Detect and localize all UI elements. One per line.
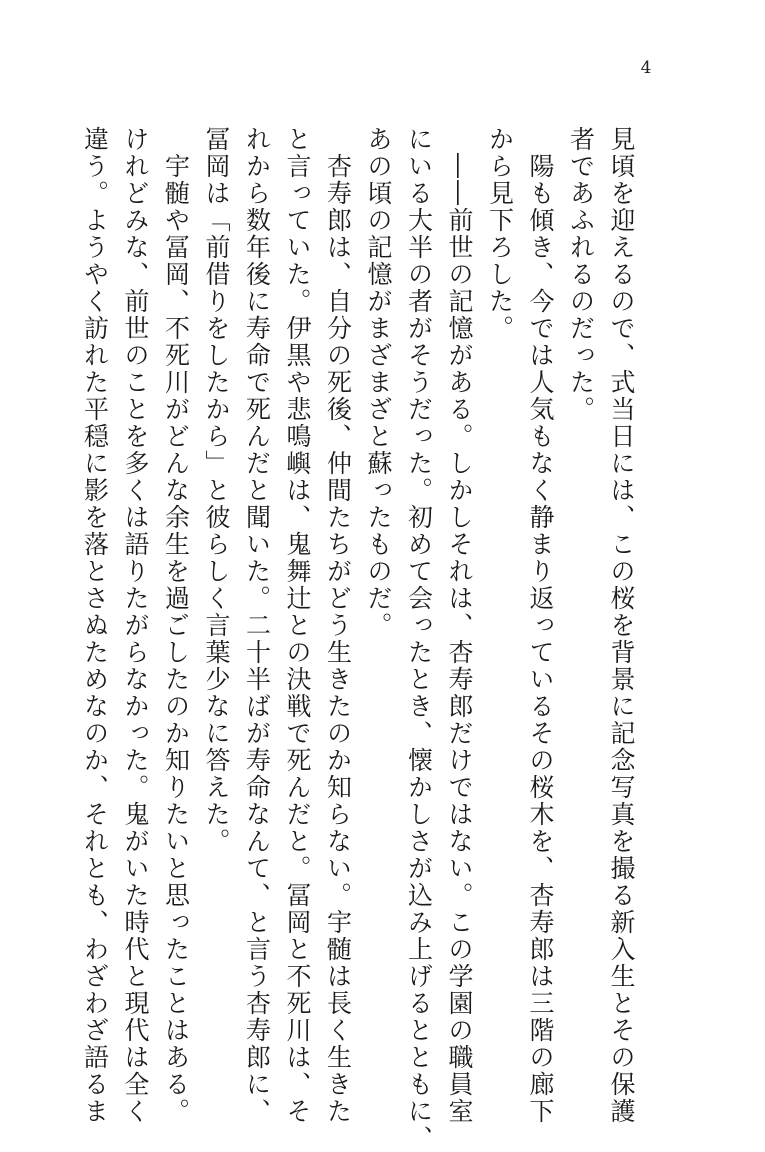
text-line: ――前世の記憶がある。しかしそれは、杏寿郎だけではない。この学園の職員室 [445, 126, 474, 1125]
text-line: と言っていた。伊黒や悲鳴嶼は、鬼舞辻との決戦で死んだと。冨岡と不死川は、そ [283, 126, 312, 1125]
text-line: れから数年後に寿命で死んだと聞いた。二十半ばが寿命なんて、と言う杏寿郎に、 [242, 126, 272, 1125]
text-line: 杏寿郎は、自分の死後、仲間たちがどう生きたのか知らない。宇髄は長く生きた [323, 126, 353, 1125]
vertical-text-body [74, 126, 641, 1152]
text-line: にいる大半の者がそうだった。初めて会ったとき、懐かしさが込み上げるとともに、 [404, 126, 434, 1152]
text-line: けれどみな、前世のことを多くは語りたがらなかった。鬼がいた時代と現代は全く [121, 126, 150, 1125]
text-line: 違う。ようやく訪れた平穏に影を落とさぬためなのか、それとも、わざわざ語るま [80, 126, 110, 1125]
text-line: 陽も傾き、今では人気もなく静まり返っているその桜木を、杏寿郎は三階の廊下 [526, 126, 555, 1125]
text-line: 見頃を迎えるので、式当日には、この桜を背景に記念写真を撮る新入生とその保護 [607, 126, 636, 1125]
text-line: 者であふれるのだった。 [566, 126, 596, 423]
text-line: から見下ろした。 [485, 126, 515, 342]
page-number: 4 [640, 58, 652, 78]
text-line: 冨岡は「前借りをしたから」と彼らしく言葉少なに答えた。 [202, 126, 231, 855]
text-line: 宇髄や冨岡、不死川がどんな余生を過ごしたのか知りたいと思ったことはある。 [161, 126, 191, 1125]
text-line: あの頃の記憶がまざまざと蘇ったものだ。 [364, 126, 393, 639]
